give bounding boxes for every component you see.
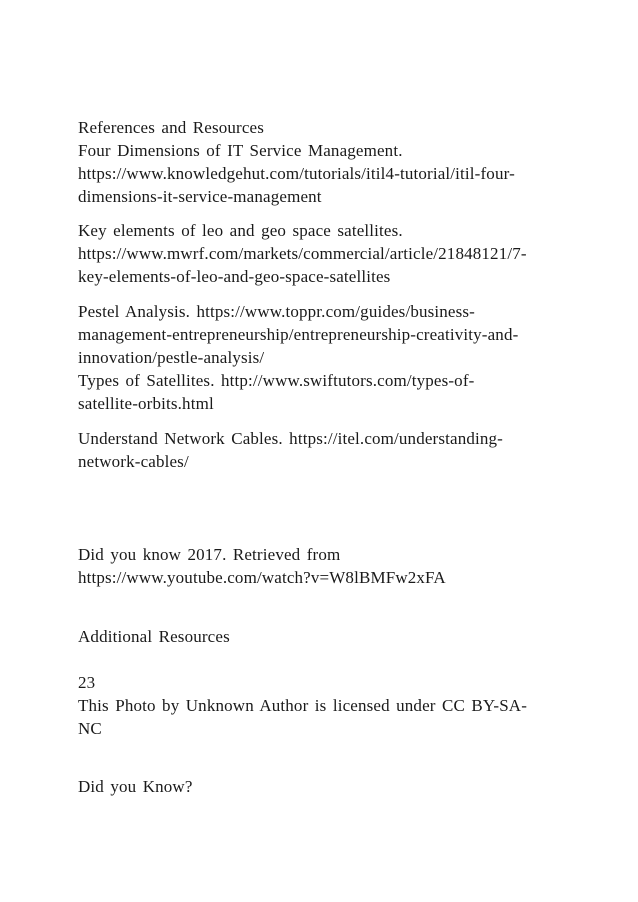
reference-network-cables: Understand Network Cables. https://itel.com/understanding- [78,429,503,448]
page-number: 23 [78,673,96,692]
reference-pestel: Pestel Analysis. https://www.toppr.com/guides/business- [78,302,475,321]
reference-url-line: satellite-orbits.html [78,394,214,413]
photo-credit-line: NC [78,719,102,738]
reference-did-you-know: Did you know 2017. Retrieved from [78,545,341,564]
reference-url-line: https://www.knowledgehut.com/tutorials/itil4-tutorial/itil-four- [78,164,515,183]
photo-credit-line: This Photo by Unknown Author is licensed under CC BY-SA- [78,696,528,715]
reference-url-line: https://www.mwrf.com/markets/commercial/article/21848121/7- [78,244,527,263]
reference-title-leo-geo: Key elements of leo and geo space satellites. [78,221,403,240]
reference-types-of-satellites: Types of Satellites. http://www.swiftutors.com/types-of- [78,371,475,390]
references-heading: References and Resources [78,118,265,137]
reference-url-line: dimensions-it-service-management [78,187,322,206]
additional-resources-heading: Additional Resources [78,627,230,646]
reference-url-line: management-entrepreneurship/entrepreneurship-creativity-and- [78,325,519,344]
reference-title-four-dimensions: Four Dimensions of IT Service Management. [78,141,403,160]
reference-url-line: innovation/pestle-analysis/ [78,348,265,367]
did-you-know-heading: Did you Know? [78,777,193,796]
reference-url-line: https://www.youtube.com/watch?v=W8lBMFw2xFA [78,568,446,587]
reference-url-line: key-elements-of-leo-and-geo-space-satellites [78,267,391,286]
reference-url-line: network-cables/ [78,452,189,471]
